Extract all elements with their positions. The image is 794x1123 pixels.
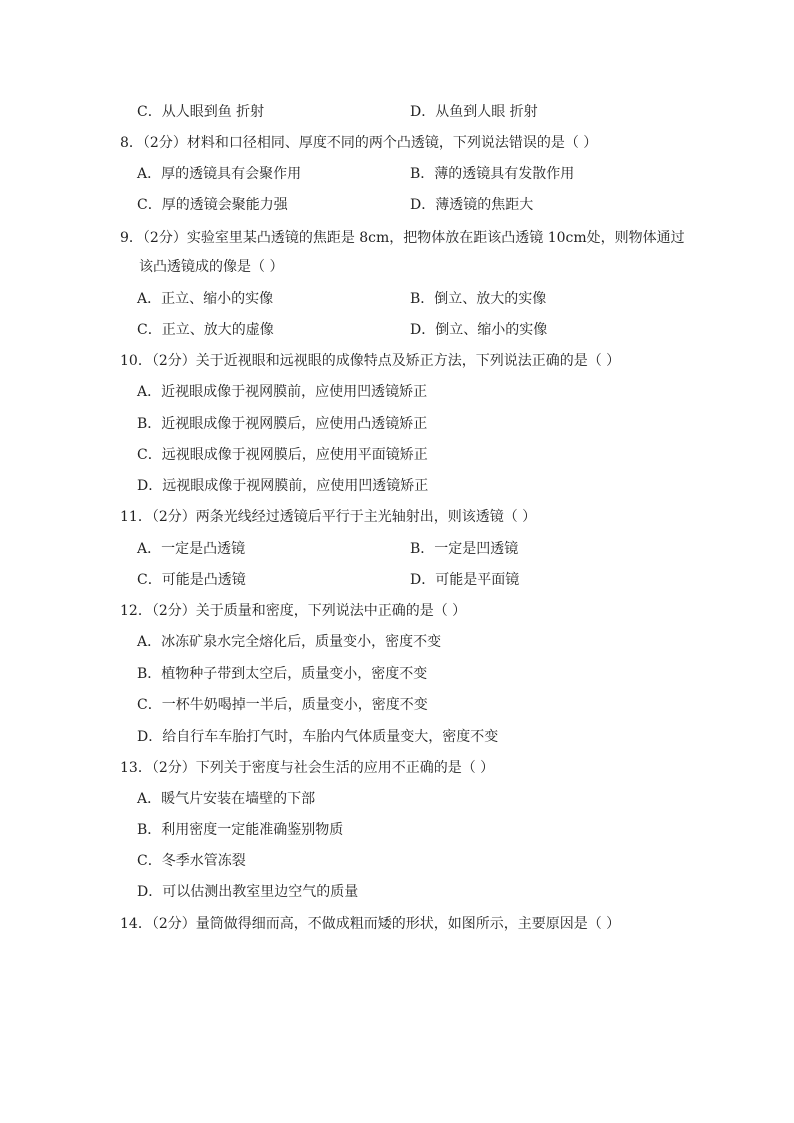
q9-option-b: B．倒立、放大的实像 <box>410 291 547 307</box>
q13-option-a: A．暖气片安装在墙壁的下部 <box>137 791 316 807</box>
q13-option-d: D．可以估测出教室里边空气的质量 <box>137 884 359 900</box>
question-13-stem: 13．（2分）下列关于密度与社会生活的应用不正确的是（ ） <box>120 760 495 776</box>
q12-option-c: C．一杯牛奶喝掉一半后，质量变小，密度不变 <box>137 697 428 713</box>
q13-option-b: B．利用密度一定能准确鉴别物质 <box>137 822 344 838</box>
question-9-stem: 9．（2分）实验室里某凸透镜的焦距是 8cm，把物体放在距该凸透镜 10cm处，则物体通过 <box>120 230 685 246</box>
q8-option-c: C．厚的透镜会聚能力强 <box>137 197 288 213</box>
q9-option-a: A．正立、缩小的实像 <box>137 291 274 307</box>
q10-option-c: C．远视眼成像于视网膜后，应使用平面镜矫正 <box>137 447 428 463</box>
q10-option-d: D．远视眼成像于视网膜前，应使用凹透镜矫正 <box>137 478 429 494</box>
q9-option-d: D．倒立、缩小的实像 <box>410 322 548 338</box>
q11-option-b: B．一定是凹透镜 <box>410 541 519 557</box>
q12-option-d: D．给自行车车胎打气时，车胎内气体质量变大，密度不变 <box>137 729 499 745</box>
option-d-prev: D．从鱼到人眼 折射 <box>410 104 538 120</box>
q10-option-a: A．近视眼成像于视网膜前，应使用凹透镜矫正 <box>137 384 428 400</box>
question-9-stem-continued: 该凸透镜成的像是（ ） <box>139 259 284 275</box>
q9-option-c: C．正立、放大的虚像 <box>137 322 274 338</box>
q11-option-c: C．可能是凸透镜 <box>137 572 246 588</box>
q10-option-b: B．近视眼成像于视网膜后，应使用凸透镜矫正 <box>137 416 428 432</box>
question-14-stem: 14．（2分）量筒做得细而高，不做成粗而矮的形状，如图所示，主要原因是（ ） <box>120 916 621 932</box>
q13-option-c: C．冬季水管冻裂 <box>137 853 246 869</box>
q8-option-a: A．厚的透镜具有会聚作用 <box>137 166 302 182</box>
question-11-stem: 11．（2分）两条光线经过透镜后平行于主光轴射出，则该透镜（ ） <box>120 509 537 525</box>
q11-option-d: D．可能是平面镜 <box>410 572 520 588</box>
option-c-prev: C．从人眼到鱼 折射 <box>137 104 265 120</box>
q12-option-b: B．植物种子带到太空后，质量变小，密度不变 <box>137 666 428 682</box>
q12-option-a: A．冰冻矿泉水完全熔化后，质量变小，密度不变 <box>137 634 442 650</box>
q8-option-d: D．薄透镜的焦距大 <box>410 197 534 213</box>
question-10-stem: 10．（2分）关于近视眼和远视眼的成像特点及矫正方法，下列说法正确的是（ ） <box>120 353 621 369</box>
q11-option-a: A．一定是凸透镜 <box>137 541 246 557</box>
question-8-stem: 8．（2分）材料和口径相同、厚度不同的两个凸透镜，下列说法错误的是（ ） <box>120 135 598 151</box>
q8-option-b: B．薄的透镜具有发散作用 <box>410 166 575 182</box>
question-12-stem: 12．（2分）关于质量和密度，下列说法中正确的是（ ） <box>120 603 467 619</box>
